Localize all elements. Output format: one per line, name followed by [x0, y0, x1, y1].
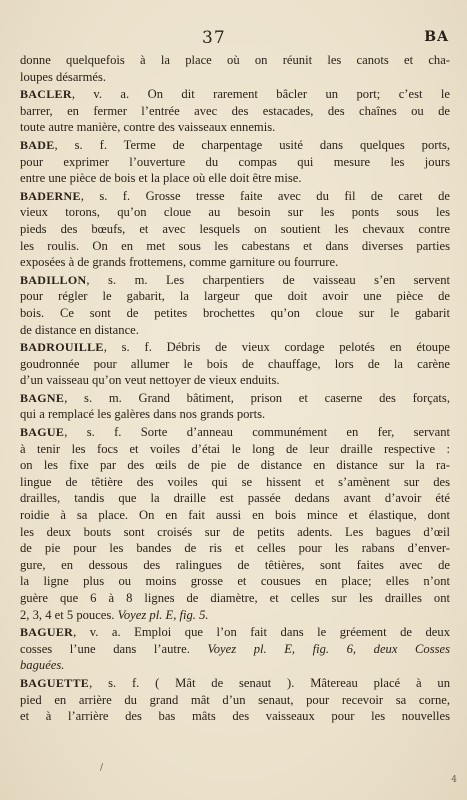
entry-bague — [20, 424, 450, 623]
text-line: , s. f. ( Mât de senaut ). Mâtereau placé à un — [89, 675, 450, 690]
text-line: , v. a. Emploi que l’on fait dans le gréement de deux — [73, 625, 450, 640]
text-line: les deux bouts sont croisés sur de petits adents. Les bagues d’œil — [20, 524, 450, 539]
text-line: , s. m. Grand bâtiment, prison et caserne des forçats, — [64, 390, 450, 405]
entry-baguer — [20, 624, 450, 674]
entry-badillon — [20, 272, 450, 338]
text-line: 2, 3, 4 et 5 pouces. — [20, 607, 115, 622]
entry-baguette — [20, 675, 450, 725]
running-head: BA — [424, 29, 449, 45]
text-line: barrer, en fermer l’entrée avec des estacades, des chaînes ou de — [20, 103, 450, 118]
text-line: de pie pour les bandes de ris et celles pour les rabans d’enver- — [20, 541, 450, 556]
text-line: d’un vaisseau qu’on veut nettoyer de vieux enduits. — [20, 373, 280, 388]
headword: BAGUETTE — [20, 675, 90, 690]
text-line: goudronnée pour allumer le bois de chauffage, lors de la carène — [20, 356, 450, 371]
page-header — [20, 28, 449, 50]
plate-reference-end: baguées. — [20, 658, 65, 673]
text-line: les roulis. On en met sous les cabestans et dans diverses parties — [20, 238, 450, 253]
entry-bagne — [20, 390, 450, 423]
text-line: drailles, tandis que la draille est passée dedans avant d’avoir été — [20, 491, 450, 506]
edge-mark: 4 — [451, 775, 457, 785]
text-line: vieux torons, qu’on cloue au besoin sur les ponts sous les — [20, 205, 450, 220]
entry-baderne — [20, 188, 450, 271]
text-line: pied en arrière du grand mât d’un senaut, pour recevoir sa corne, — [20, 692, 450, 707]
headword: BAGUER — [20, 625, 74, 640]
entry-bade — [20, 137, 450, 187]
text-line: , s. f. Débris de vieux cordage pelotés en étoupe — [103, 340, 450, 355]
text-line: pour exprimer l’ouverture du compas qui mesure les jours — [20, 154, 450, 169]
text-line: à tenir les focs et voiles d’étai le long de leur draille respective : — [20, 441, 450, 456]
headword: BADILLON — [20, 272, 87, 287]
text-line: guère que 6 à 8 lignes de diamètre, et celles sur les drailles ont — [20, 591, 450, 605]
headword: BADERNE — [20, 188, 81, 203]
text-line: , s. m. Les charpentiers de vaisseau s’en servent — [86, 272, 450, 287]
text-line: roidie à sa place. On en fait aussi en bois mince et élastique, dont — [20, 508, 450, 523]
text-line: loupes désarmés. — [20, 69, 107, 84]
text-line: , s. f. Grosse tresse faite avec du fil de caret de — [80, 188, 450, 203]
text-line: qui a remplacé les galères dans nos grands ports. — [20, 407, 266, 422]
plate-reference: Voyez pl. E, fig. 6, deux Cosses — [207, 641, 450, 656]
text-line: entre une pièce de bois et la place où elle doit être mise. — [20, 171, 302, 186]
headword: BADE — [20, 137, 55, 152]
headword: BAGUE — [20, 425, 65, 440]
text-line: , s. f. Sorte d’anneau communément en fer, servant — [64, 425, 450, 440]
dictionary-text — [20, 52, 450, 726]
text-line: , v. a. On dit rarement bâcler un port; c’est le — [71, 87, 450, 102]
text-line: et à l’arrière des bas mâts des vaisseaux pour les nouvelles — [20, 709, 450, 724]
headword: BAGNE — [20, 390, 65, 405]
text-line: pour régler le gabarit, la largeur que doit avoir une pièce de — [20, 289, 450, 304]
text-line: cosses l’une dans l’autre. — [20, 641, 190, 656]
entry-continued — [20, 52, 450, 85]
text-line: la ligne plus ou moins grosse et cousues en place; elles n’ont — [20, 574, 450, 589]
entry-bacler — [20, 86, 450, 136]
text-line: de distance en distance. — [20, 322, 139, 337]
page-number: 37 — [202, 28, 226, 48]
stray-ink-mark: / — [100, 763, 104, 773]
text-line: on les fixe par des œils de pie de distance en distance sur la ra- — [20, 458, 450, 473]
text-line: gure, en dessous des ralingues de têtières, sont faites avec de — [20, 557, 450, 572]
text-line: pieds des bœufs, et avec lesquels on soutient les chevaux contre — [20, 221, 450, 236]
text-line: toute autre manière, contre des vaisseaux ennemis. — [20, 120, 276, 135]
plate-reference: Voyez pl. E, fig. 5. — [117, 607, 209, 622]
text-line: bois. Ce sont de petites brochettes qu’on cloue sur le gabarit — [20, 305, 450, 320]
headword: BACLER — [20, 87, 72, 102]
text-line: donne quelquefois à la place où on réunit les canots et cha- — [20, 53, 450, 67]
text-line: exposées à de grands frottemens, comme garniture ou fourrure. — [20, 255, 339, 270]
text-line: , s. f. Terme de charpentage usité dans quelques ports, — [54, 137, 450, 152]
headword: BADROUILLE — [20, 340, 104, 355]
entry-badrouille — [20, 339, 450, 389]
text-line: lingue de têtière des voiles qui se hissent et s’amènent sur des — [20, 474, 450, 489]
